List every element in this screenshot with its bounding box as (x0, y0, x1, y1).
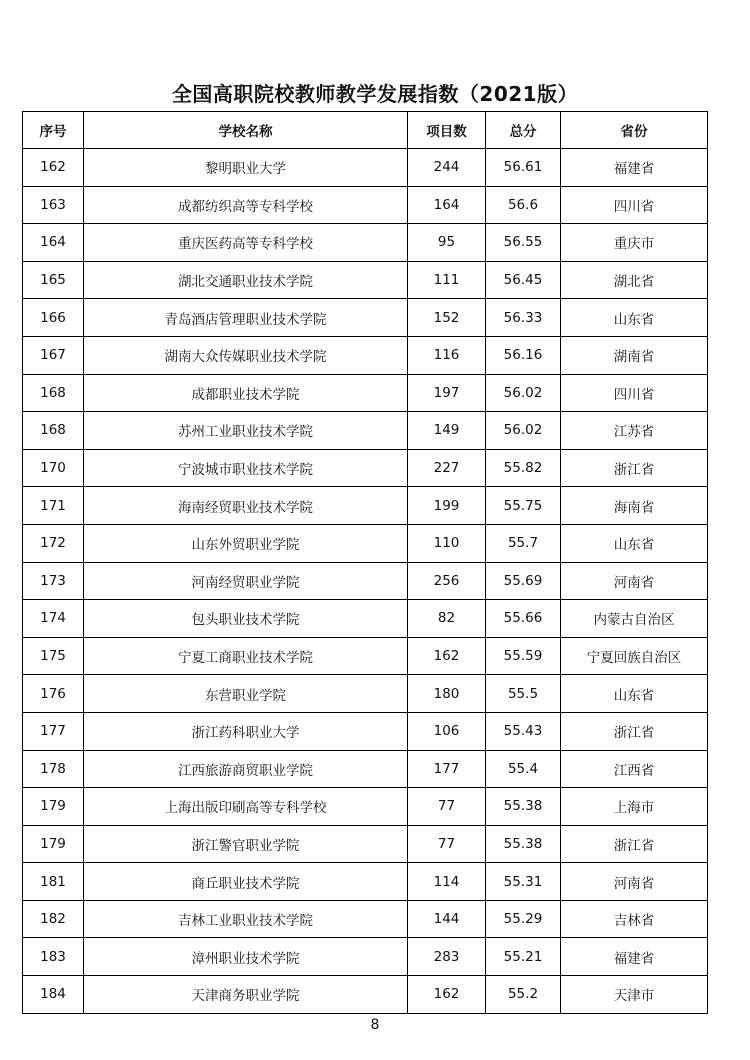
cell-province: 宁夏回族自治区 (561, 637, 708, 675)
cell-rank: 171 (23, 487, 84, 525)
cell-province: 重庆市 (561, 224, 708, 262)
cell-school-name: 成都职业技术学院 (84, 374, 408, 412)
cell-school-name: 浙江药科职业大学 (84, 712, 408, 750)
cell-province: 浙江省 (561, 449, 708, 487)
cell-rank: 179 (23, 825, 84, 863)
cell-project-count: 177 (408, 750, 486, 788)
cell-province: 内蒙古自治区 (561, 600, 708, 638)
cell-project-count: 149 (408, 412, 486, 450)
cell-rank: 164 (23, 224, 84, 262)
cell-province: 河南省 (561, 863, 708, 901)
table-row (23, 863, 708, 901)
cell-school-name: 商丘职业技术学院 (84, 863, 408, 901)
cell-project-count: 152 (408, 299, 486, 337)
cell-project-count: 77 (408, 825, 486, 863)
cell-project-count: 144 (408, 900, 486, 938)
table-row (23, 976, 708, 1014)
cell-province: 山东省 (561, 299, 708, 337)
cell-school-name: 上海出版印刷高等专科学校 (84, 788, 408, 826)
table-row (23, 712, 708, 750)
cell-total-score: 56.02 (486, 412, 561, 450)
cell-province: 上海市 (561, 788, 708, 826)
cell-school-name: 青岛酒店管理职业技术学院 (84, 299, 408, 337)
cell-province: 浙江省 (561, 712, 708, 750)
cell-project-count: 199 (408, 487, 486, 525)
cell-province: 海南省 (561, 487, 708, 525)
cell-total-score: 55.66 (486, 600, 561, 638)
table-row (23, 412, 708, 450)
cell-school-name: 河南经贸职业学院 (84, 562, 408, 600)
cell-province: 浙江省 (561, 825, 708, 863)
cell-total-score: 55.31 (486, 863, 561, 901)
table-row (23, 336, 708, 374)
cell-total-score: 56.61 (486, 149, 561, 187)
cell-project-count: 110 (408, 524, 486, 562)
cell-total-score: 55.4 (486, 750, 561, 788)
cell-province: 四川省 (561, 186, 708, 224)
cell-school-name: 宁夏工商职业技术学院 (84, 637, 408, 675)
cell-school-name: 重庆医药高等专科学校 (84, 224, 408, 262)
cell-province: 福建省 (561, 938, 708, 976)
table-row (23, 750, 708, 788)
table-row (23, 675, 708, 713)
table-header-row (23, 112, 708, 149)
cell-rank: 183 (23, 938, 84, 976)
page-number: 8 (370, 1017, 380, 1033)
cell-rank: 177 (23, 712, 84, 750)
cell-rank: 168 (23, 412, 84, 450)
cell-rank: 175 (23, 637, 84, 675)
cell-project-count: 244 (408, 149, 486, 187)
table-row (23, 261, 708, 299)
cell-province: 山东省 (561, 524, 708, 562)
cell-rank: 176 (23, 675, 84, 713)
cell-rank: 168 (23, 374, 84, 412)
cell-rank: 166 (23, 299, 84, 337)
cell-rank: 178 (23, 750, 84, 788)
cell-school-name: 江西旅游商贸职业学院 (84, 750, 408, 788)
table-row (23, 149, 708, 187)
cell-province: 吉林省 (561, 900, 708, 938)
cell-province: 四川省 (561, 374, 708, 412)
cell-province: 河南省 (561, 562, 708, 600)
cell-total-score: 55.38 (486, 788, 561, 826)
cell-project-count: 164 (408, 186, 486, 224)
cell-school-name: 包头职业技术学院 (84, 600, 408, 638)
cell-total-score: 56.6 (486, 186, 561, 224)
cell-school-name: 海南经贸职业技术学院 (84, 487, 408, 525)
table-row (23, 186, 708, 224)
cell-total-score: 56.45 (486, 261, 561, 299)
cell-school-name: 山东外贸职业学院 (84, 524, 408, 562)
cell-project-count: 162 (408, 976, 486, 1014)
table-row (23, 299, 708, 337)
cell-province: 福建省 (561, 149, 708, 187)
header-rank: 序号 (23, 112, 84, 149)
table-row (23, 938, 708, 976)
cell-school-name: 宁波城市职业技术学院 (84, 449, 408, 487)
table-row (23, 788, 708, 826)
cell-total-score: 55.69 (486, 562, 561, 600)
cell-province: 江苏省 (561, 412, 708, 450)
cell-project-count: 162 (408, 637, 486, 675)
cell-rank: 184 (23, 976, 84, 1014)
ranking-table (22, 111, 708, 1014)
cell-province: 湖北省 (561, 261, 708, 299)
cell-school-name: 成都纺织高等专科学校 (84, 186, 408, 224)
table-row (23, 224, 708, 262)
cell-province: 山东省 (561, 675, 708, 713)
cell-total-score: 56.55 (486, 224, 561, 262)
cell-rank: 165 (23, 261, 84, 299)
table-row (23, 600, 708, 638)
cell-project-count: 82 (408, 600, 486, 638)
header-school-name: 学校名称 (84, 112, 408, 149)
cell-rank: 182 (23, 900, 84, 938)
cell-project-count: 197 (408, 374, 486, 412)
cell-rank: 179 (23, 788, 84, 826)
cell-total-score: 55.59 (486, 637, 561, 675)
table-row (23, 900, 708, 938)
cell-school-name: 吉林工业职业技术学院 (84, 900, 408, 938)
cell-school-name: 湖北交通职业技术学院 (84, 261, 408, 299)
cell-province: 湖南省 (561, 336, 708, 374)
cell-project-count: 95 (408, 224, 486, 262)
cell-province: 天津市 (561, 976, 708, 1014)
document-title: 全国高职院校教师教学发展指数（2021版） (171, 82, 579, 106)
cell-total-score: 55.43 (486, 712, 561, 750)
cell-project-count: 116 (408, 336, 486, 374)
cell-school-name: 苏州工业职业技术学院 (84, 412, 408, 450)
cell-project-count: 106 (408, 712, 486, 750)
cell-rank: 181 (23, 863, 84, 901)
cell-project-count: 180 (408, 675, 486, 713)
cell-rank: 170 (23, 449, 84, 487)
cell-school-name: 天津商务职业学院 (84, 976, 408, 1014)
cell-total-score: 55.7 (486, 524, 561, 562)
table-row (23, 637, 708, 675)
cell-school-name: 湖南大众传媒职业技术学院 (84, 336, 408, 374)
cell-total-score: 56.02 (486, 374, 561, 412)
cell-total-score: 56.16 (486, 336, 561, 374)
cell-school-name: 东营职业学院 (84, 675, 408, 713)
cell-total-score: 55.38 (486, 825, 561, 863)
cell-rank: 173 (23, 562, 84, 600)
cell-rank: 172 (23, 524, 84, 562)
cell-rank: 162 (23, 149, 84, 187)
cell-school-name: 漳州职业技术学院 (84, 938, 408, 976)
cell-project-count: 77 (408, 788, 486, 826)
header-project-count: 项目数 (408, 112, 486, 149)
header-province: 省份 (561, 112, 708, 149)
cell-total-score: 55.2 (486, 976, 561, 1014)
cell-project-count: 256 (408, 562, 486, 600)
cell-province: 江西省 (561, 750, 708, 788)
cell-total-score: 56.33 (486, 299, 561, 337)
table-row (23, 825, 708, 863)
table-row (23, 562, 708, 600)
cell-project-count: 114 (408, 863, 486, 901)
table-row (23, 524, 708, 562)
cell-total-score: 55.5 (486, 675, 561, 713)
cell-school-name: 黎明职业大学 (84, 149, 408, 187)
cell-project-count: 283 (408, 938, 486, 976)
cell-school-name: 浙江警官职业学院 (84, 825, 408, 863)
header-total-score: 总分 (486, 112, 561, 149)
cell-total-score: 55.82 (486, 449, 561, 487)
cell-total-score: 55.21 (486, 938, 561, 976)
cell-rank: 174 (23, 600, 84, 638)
table-row (23, 487, 708, 525)
cell-project-count: 111 (408, 261, 486, 299)
table-row (23, 374, 708, 412)
cell-total-score: 55.75 (486, 487, 561, 525)
cell-rank: 163 (23, 186, 84, 224)
cell-total-score: 55.29 (486, 900, 561, 938)
table-row (23, 449, 708, 487)
cell-project-count: 227 (408, 449, 486, 487)
cell-rank: 167 (23, 336, 84, 374)
